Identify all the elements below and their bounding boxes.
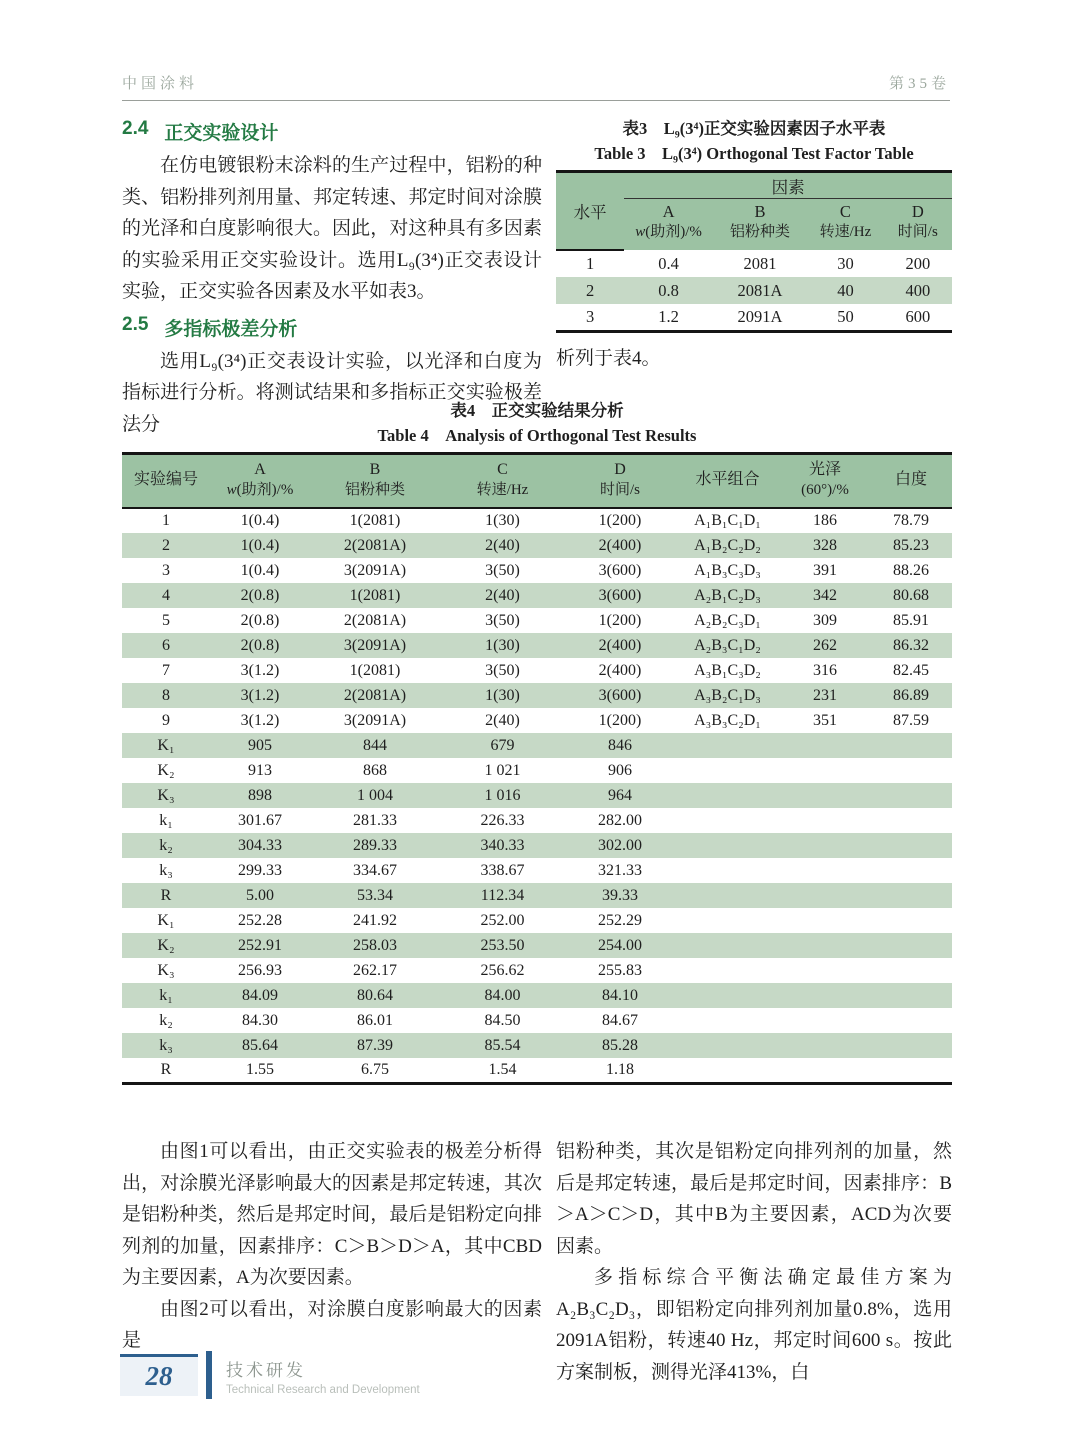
table3 — [556, 170, 952, 333]
table-cell: 6.75 — [361, 1060, 389, 1078]
table-cell: 80.64 — [357, 986, 393, 1004]
table-cell — [675, 958, 780, 983]
table-cell: 913 — [248, 761, 272, 779]
table-row — [122, 833, 952, 858]
table4-caption-en: Table 4 Analysis of Orthogonal Test Results — [377, 426, 697, 445]
table-cell: 30 — [837, 253, 854, 273]
table4-block — [122, 398, 952, 1085]
table-cell — [675, 1058, 780, 1083]
table-cell — [780, 833, 870, 858]
table-cell: 1.54 — [488, 1060, 517, 1078]
section-heading-25 — [122, 314, 542, 341]
table-cell: 253.50 — [480, 936, 525, 954]
table-row — [122, 658, 952, 683]
table-cell: 282.00 — [598, 811, 642, 829]
table-cell: 2(400) — [598, 536, 642, 554]
table-row — [556, 277, 952, 304]
table-cell: 262.17 — [353, 961, 397, 979]
section-25-paragraph: 选用L₉(3⁴)正交表设计实验，以光泽和白度为指标进行分析。将测试结果和多指标正交实验极差法分 — [122, 350, 542, 435]
table-cell: 3(1.2) — [240, 711, 280, 729]
table-cell — [675, 908, 780, 933]
table-cell: 1(30) — [485, 686, 520, 704]
discussion-right-p2: 多指标综合平衡法确定最佳方案为A₂B₃C₂D₃，即铝粉定向排列剂加量0.8%，选用2091A铝粉，转速40 Hz，邦定时间600 s。按此方案制板，测得光泽413%，白 — [556, 1267, 952, 1383]
table-cell — [780, 1058, 870, 1083]
table-cell — [870, 908, 952, 933]
table-row — [122, 733, 952, 758]
table-cell: 84.50 — [484, 1011, 521, 1029]
table-cell: 5.00 — [246, 886, 274, 904]
table-cell: 4 — [162, 586, 170, 604]
section-title: 多指标极差分析 — [164, 318, 298, 340]
table-cell: R — [160, 1060, 172, 1078]
table-cell: 1.55 — [246, 1060, 274, 1078]
table-row — [122, 908, 952, 933]
table-cell — [870, 883, 952, 908]
right-column-top — [556, 116, 952, 374]
running-head — [122, 72, 950, 93]
page-number: 28 — [145, 1361, 173, 1391]
table-cell: K₃ — [157, 786, 175, 804]
discussion-left-p1: 由图1可以看出，由正交实验表的极差分析得出，对涂膜光泽影响最大的因素是邦定转速，其次是铝粉种类，然后是邦定时间，最后是铝粉定向排列剂的加量，因素排序：C＞B＞D＞A，其中CBD为主要因素，A为次要因素。 — [122, 1141, 542, 1288]
table-cell: 316 — [813, 661, 837, 679]
table-cell — [675, 1033, 780, 1058]
table-cell — [675, 933, 780, 958]
table-cell: 6 — [162, 636, 170, 654]
table-cell: k₃ — [159, 861, 173, 879]
left-column-bottom — [122, 1136, 542, 1357]
table-cell: 2(400) — [598, 661, 642, 679]
table-cell — [675, 783, 780, 808]
table-row — [122, 983, 952, 1008]
table-cell: 1(200) — [598, 711, 642, 729]
table-cell: 1 004 — [357, 786, 393, 804]
table-cell — [870, 758, 952, 783]
table-cell: 2(2081A) — [343, 611, 407, 629]
table-cell: 226.33 — [480, 811, 525, 829]
table-cell: 84.30 — [242, 1011, 278, 1029]
table-cell: K₂ — [157, 936, 175, 954]
table-cell: 7 — [162, 661, 170, 679]
table-cell: 302.00 — [598, 836, 642, 854]
page-footer — [120, 1354, 420, 1399]
table-cell: 186 — [813, 512, 837, 529]
table-cell: 301.67 — [238, 811, 282, 829]
table-cell: A₁B₂C₂D₂ — [694, 536, 761, 554]
table-cell: 84.00 — [484, 986, 521, 1004]
table-row — [122, 533, 952, 558]
table-cell: 281.33 — [353, 811, 397, 829]
table-cell: 255.83 — [598, 961, 642, 979]
table-cell: 1(2081) — [349, 512, 401, 529]
table-cell — [780, 783, 870, 808]
table-cell: 84.09 — [242, 986, 278, 1004]
table-cell — [675, 758, 780, 783]
table-cell: 2081A — [737, 280, 783, 300]
section-number: 2.5 — [122, 313, 149, 335]
table-cell: 258.03 — [353, 936, 397, 954]
w-symbol: w — [226, 482, 237, 498]
table-row — [122, 633, 952, 658]
table-cell: 304.33 — [238, 836, 282, 854]
journal-name: 中国涂料 — [122, 76, 199, 92]
table-cell: 252.28 — [238, 911, 282, 929]
table-cell: 1(0.4) — [240, 512, 280, 529]
table3-header-b: B 铝粉种类 — [730, 202, 791, 240]
table-cell: 87.59 — [893, 711, 929, 729]
table-cell — [780, 858, 870, 883]
header-rule — [122, 100, 950, 101]
table-cell — [675, 833, 780, 858]
table-cell: 1(200) — [598, 611, 642, 629]
table-cell: 3(1.2) — [240, 686, 280, 704]
table-cell: A₁B₃C₃D₃ — [694, 561, 761, 579]
table-cell: K₂ — [157, 761, 175, 779]
table3-caption-cn: 表3 L₉(3⁴)正交实验因素因子水平表 — [622, 119, 886, 138]
table-cell: 256.62 — [480, 961, 525, 979]
table-cell: 53.34 — [357, 886, 393, 904]
table-cell: 1.2 — [658, 306, 679, 326]
table-cell: 2(40) — [485, 536, 520, 554]
table-cell: 2(40) — [485, 586, 520, 604]
table-cell: 88.26 — [893, 561, 929, 579]
table3-header-factors: 因素 — [624, 172, 952, 199]
table-cell: 85.28 — [602, 1036, 638, 1054]
section-25-continuation: 析列于表4。 — [556, 347, 661, 369]
table4-caption-cn: 表4 正交实验结果分析 — [450, 401, 624, 420]
table-cell: 289.33 — [353, 836, 397, 854]
table-cell: 338.67 — [480, 861, 525, 879]
table-cell — [870, 983, 952, 1008]
table-cell: 241.92 — [353, 911, 397, 929]
table4-header-combo: 水平组合 — [675, 454, 780, 509]
table-cell — [780, 808, 870, 833]
table-cell — [780, 1033, 870, 1058]
table-row — [556, 304, 952, 331]
table-cell: 868 — [363, 761, 387, 779]
table-cell — [675, 858, 780, 883]
table-cell: 112.34 — [480, 886, 525, 904]
table-cell: 8 — [162, 686, 170, 704]
table-cell: 3(2091A) — [343, 561, 407, 579]
table-cell: 87.39 — [357, 1036, 393, 1054]
table-cell: A₃B₂C₁D₃ — [694, 686, 761, 704]
table-cell: 3 — [586, 306, 595, 326]
table-cell: 2(2081A) — [343, 536, 407, 554]
table-cell: R — [160, 886, 172, 904]
table-cell — [780, 1008, 870, 1033]
table4-header-expno: 实验编号 — [122, 454, 210, 509]
table-cell: K₃ — [157, 961, 175, 979]
table-cell — [780, 758, 870, 783]
table-cell: 39.33 — [602, 886, 638, 904]
table-cell: k₁ — [159, 986, 173, 1004]
table-cell — [870, 933, 952, 958]
table-cell: 351 — [813, 711, 837, 729]
table-cell — [870, 858, 952, 883]
footer-section-cn: 技术研发 — [226, 1361, 306, 1380]
table-cell: k₂ — [159, 836, 173, 854]
section-24-paragraph: 在仿电镀银粉末涂料的生产过程中，铝粉的种类、铝粉排列剂用量、邦定转速、邦定时间对涂膜的光泽和白度影响很大。因此，对这种具有多因素的实验采用正交实验设计。选用L₉(3⁴)正交表设计实验，正交实验各因素及水平如表3。 — [122, 155, 542, 302]
table-cell: 1(2081) — [349, 586, 401, 604]
table-cell: 0.8 — [658, 280, 679, 300]
table4-header-a: A w(助剂)/% — [210, 454, 310, 509]
table-row — [122, 783, 952, 808]
table-cell — [675, 808, 780, 833]
table-row — [122, 1058, 952, 1083]
table-cell: 600 — [905, 306, 931, 326]
table-cell: 85.91 — [893, 611, 929, 629]
table-cell: 40 — [837, 280, 854, 300]
table-cell: 252.29 — [598, 911, 642, 929]
table-cell: 86.01 — [357, 1011, 393, 1029]
table-row — [122, 808, 952, 833]
table-cell — [780, 958, 870, 983]
table-cell — [870, 783, 952, 808]
table-row — [122, 1008, 952, 1033]
table-cell: 252.00 — [480, 911, 525, 929]
table-cell: 342 — [813, 586, 837, 604]
table-cell: 299.33 — [238, 861, 282, 879]
table-cell: 1 016 — [484, 786, 521, 804]
table3-caption-en: Table 3 L₉(3⁴) Orthogonal Test Factor Table — [594, 144, 914, 163]
table4-header — [122, 454, 952, 509]
table-row — [122, 1033, 952, 1058]
table-cell: 334.67 — [353, 861, 397, 879]
table3-body — [556, 250, 952, 331]
table-cell: 2091A — [737, 306, 783, 326]
table-cell: 256.93 — [238, 961, 282, 979]
section-number: 2.4 — [122, 118, 149, 139]
discussion-left-p2: 由图2可以看出，对涂膜白度影响最大的因素是 — [122, 1298, 542, 1351]
table-cell — [675, 983, 780, 1008]
table-row — [122, 583, 952, 608]
table-cell — [870, 958, 952, 983]
table-cell: 252.91 — [238, 936, 282, 954]
table4-header-gloss: 光泽 (60°)/% — [780, 454, 870, 509]
table-cell: 82.45 — [893, 661, 929, 679]
table-cell: 1 — [162, 512, 170, 529]
table-row — [122, 608, 952, 633]
table-cell: 84.67 — [602, 1011, 638, 1029]
table-row — [122, 683, 952, 708]
table-cell: 78.79 — [893, 512, 929, 529]
table-cell: 2(0.8) — [240, 636, 280, 654]
table-cell: A₃B₃C₂D₁ — [694, 711, 761, 729]
table-cell: 80.68 — [893, 586, 929, 604]
table-cell: k₃ — [159, 1036, 173, 1054]
table-cell: 844 — [363, 736, 387, 754]
page-number-box — [120, 1354, 198, 1396]
table-cell: 846 — [608, 736, 632, 754]
table4-header-white: 白度 — [870, 454, 952, 509]
table-cell: 254.00 — [598, 936, 642, 954]
table-cell: 1 021 — [484, 761, 521, 779]
table-row — [122, 933, 952, 958]
table-cell: 9 — [162, 711, 170, 729]
table4-body — [122, 508, 952, 1083]
table-cell: 3(2091A) — [343, 636, 407, 654]
table-cell: 2 — [586, 280, 595, 300]
table-cell: 3(50) — [485, 661, 520, 679]
table-cell: 2(0.8) — [240, 586, 280, 604]
table-cell — [870, 1058, 952, 1083]
table-cell: 85.54 — [484, 1036, 521, 1054]
table-cell: 2(2081A) — [343, 686, 407, 704]
table-cell: 50 — [837, 306, 854, 326]
table-cell: 200 — [905, 253, 931, 273]
table-cell: 309 — [813, 611, 837, 629]
footer-divider-bar — [206, 1351, 212, 1399]
discussion-right-p1: 铝粉种类，其次是铝粉定向排列剂的加量，然后是邦定转速，最后是邦定时间，因素排序：B＞A＞C＞D，其中B为主要因素，ACD为次要因素。 — [556, 1141, 952, 1257]
table-cell — [870, 1033, 952, 1058]
table-cell: 231 — [813, 686, 837, 704]
table-cell: 3(50) — [485, 611, 520, 629]
table-cell: 340.33 — [480, 836, 525, 854]
table-cell: 964 — [608, 786, 632, 804]
volume-label: 第35卷 — [888, 76, 950, 92]
table-cell: A₂B₂C₃D₁ — [694, 611, 761, 629]
table-cell: 3(2091A) — [343, 711, 407, 729]
table-cell: 1(30) — [485, 512, 520, 529]
table-cell: 3(600) — [598, 686, 642, 704]
table-cell — [870, 808, 952, 833]
table-cell: 906 — [608, 761, 632, 779]
table-cell: 2(400) — [598, 636, 642, 654]
table-cell: K₁ — [157, 736, 175, 754]
table-cell — [780, 733, 870, 758]
table-cell: 898 — [248, 786, 272, 804]
table-cell — [780, 983, 870, 1008]
table4-header-c: C 转速/Hz — [440, 454, 565, 509]
footer-section-en: Technical Research and Development — [226, 1384, 420, 1396]
table-cell: 1(0.4) — [240, 536, 280, 554]
table-cell: 3(600) — [598, 561, 642, 579]
table-cell: 2(40) — [485, 711, 520, 729]
table3-header-a: A w(助剂)/% — [635, 202, 702, 240]
table-cell: 84.10 — [602, 986, 638, 1004]
table-row — [122, 758, 952, 783]
table-cell: 3 — [162, 561, 170, 579]
table4-header-b: B 铝粉种类 — [310, 454, 440, 509]
table-cell: 86.32 — [893, 636, 929, 654]
table-cell: 0.4 — [658, 253, 679, 273]
table-row — [122, 958, 952, 983]
table-row — [122, 858, 952, 883]
table-cell: k₁ — [159, 811, 173, 829]
table-row — [122, 558, 952, 583]
left-column-top — [122, 112, 542, 440]
right-column-bottom — [556, 1136, 952, 1388]
table4-header-d: D 时间/s — [565, 454, 675, 509]
table-row — [122, 508, 952, 533]
table-cell: 2 — [162, 536, 170, 554]
table-cell: 679 — [490, 736, 515, 754]
table-cell: 3(50) — [485, 561, 520, 579]
table3-header-d: D 时间/s — [897, 202, 938, 240]
table-cell: 2081 — [743, 253, 777, 273]
table-cell: 321.33 — [598, 861, 642, 879]
table-row — [556, 250, 952, 277]
table-cell: 1.18 — [606, 1060, 634, 1078]
table-cell: 905 — [248, 736, 272, 754]
table-cell: 1(0.4) — [240, 561, 280, 579]
table-cell — [675, 883, 780, 908]
table-cell: A₃B₁C₃D₂ — [694, 661, 761, 679]
table-cell: 328 — [813, 536, 837, 554]
table4 — [122, 452, 952, 1085]
table-cell: 3(1.2) — [240, 661, 280, 679]
table-cell: 391 — [813, 561, 837, 579]
table-cell: 1(30) — [485, 636, 520, 654]
table-cell: k₂ — [159, 1011, 173, 1029]
table-cell: 400 — [905, 280, 931, 300]
table-cell: 5 — [162, 611, 170, 629]
table-cell: 86.89 — [893, 686, 929, 704]
table-cell: 1(2081) — [349, 661, 401, 679]
w-symbol: w — [635, 224, 646, 240]
table-cell: 262 — [813, 636, 837, 654]
table-cell — [780, 883, 870, 908]
table-cell — [870, 733, 952, 758]
table3-header-level: 水平 — [556, 172, 624, 251]
table3-header — [556, 172, 952, 251]
table3-header-c: C 转速/Hz — [819, 202, 872, 240]
table-cell: 85.64 — [242, 1036, 278, 1054]
table-cell: K₁ — [157, 911, 175, 929]
table-cell — [780, 908, 870, 933]
table-row — [122, 883, 952, 908]
table-cell: A₁B₁C₁D₁ — [694, 512, 761, 529]
table-cell: 1(200) — [598, 512, 642, 529]
section-heading-24 — [122, 118, 542, 145]
table-cell: A₂B₁C₂D₃ — [694, 586, 761, 604]
table-row — [122, 708, 952, 733]
table-cell — [675, 733, 780, 758]
section-title: 正交实验设计 — [164, 123, 279, 144]
table-cell: 3(600) — [598, 586, 642, 604]
footer-section — [226, 1356, 420, 1396]
table-cell: 85.23 — [893, 536, 929, 554]
table-cell — [675, 1008, 780, 1033]
table-cell — [870, 1008, 952, 1033]
table-cell: 2(0.8) — [240, 611, 280, 629]
table-cell: 1 — [586, 254, 595, 273]
table-cell — [870, 833, 952, 858]
table-cell — [780, 933, 870, 958]
table-cell: A₂B₃C₁D₂ — [694, 636, 761, 654]
